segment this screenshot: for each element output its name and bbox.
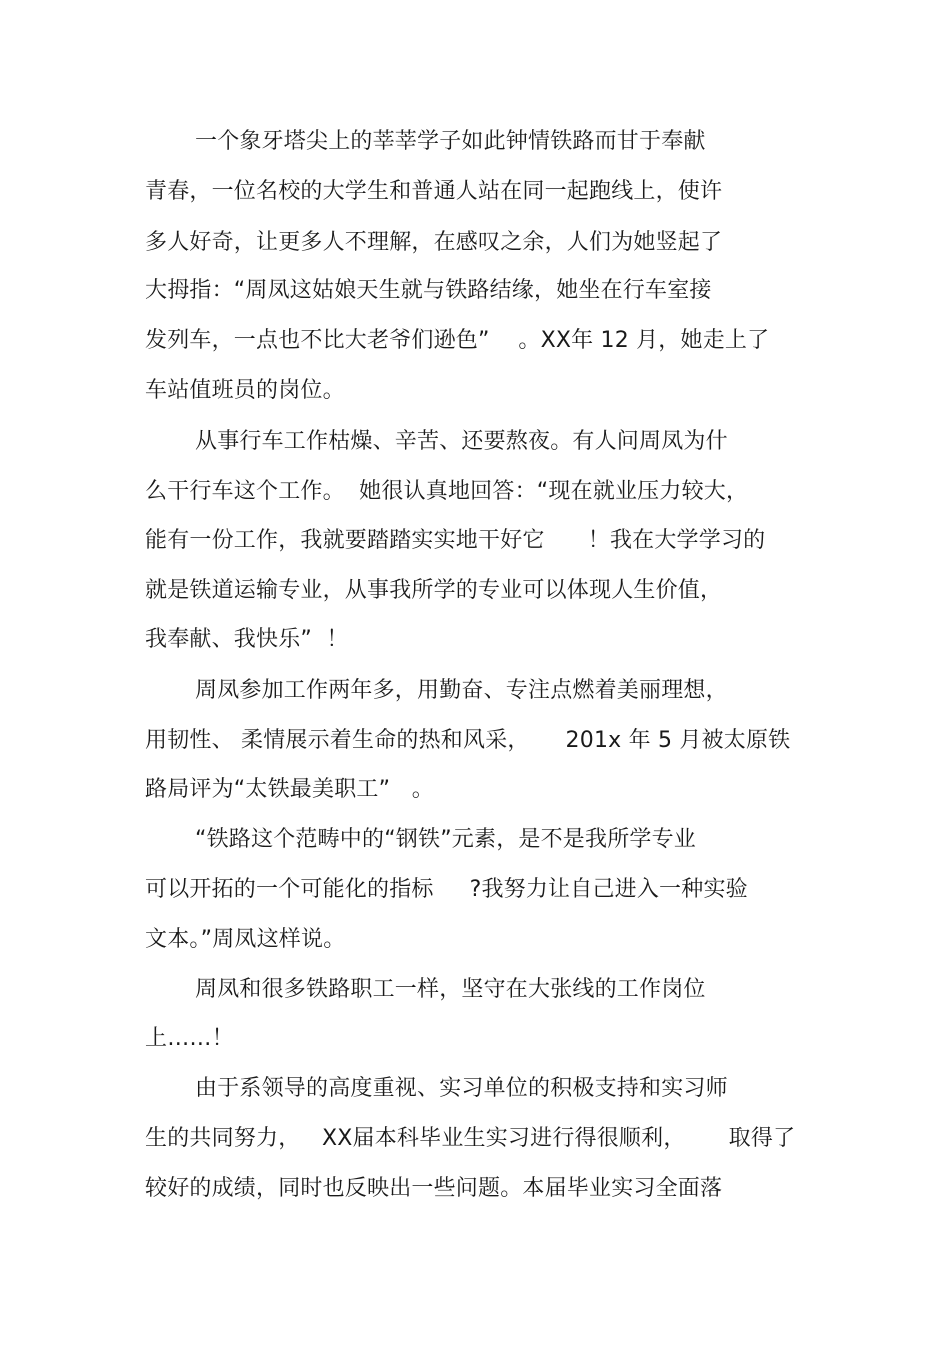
text-line: 从事行车工作枯燥、辛苦、还要熬夜。有人问周凤为什 <box>195 429 728 454</box>
text-line: 文本。”周凤这样说。 <box>145 927 346 952</box>
text-line: 青春，一位名校的大学生和普通人站在同一起跑线上，使许 <box>145 179 723 204</box>
text-line: 用韧性、 柔情展示着生命的热和风采， 201x 年 5 月被太原铁 <box>145 728 791 753</box>
text-line: 上……！ <box>145 1026 234 1051</box>
text-line: 周凤和很多铁路职工一样，坚守在大张线的工作岗位 <box>195 977 706 1002</box>
text-line: 我奉献、我快乐” ！ <box>145 627 349 652</box>
text-line: 可以开拓的一个可能化的指标 ?我努力让自己进入一种实验 <box>145 877 748 902</box>
text-line: 就是铁道运输专业，从事我所学的专业可以体现人生价值， <box>145 578 723 603</box>
text-line: 较好的成绩，同时也反映出一些问题。本届毕业实习全面落 <box>145 1176 723 1201</box>
text-line: 能有一份工作，我就要踏踏实实地干好它 ！我在大学学习的 <box>145 528 766 553</box>
text-line: 多人好奇，让更多人不理解，在感叹之余，人们为她竖起了 <box>145 230 723 255</box>
text-line: 路局评为“太铁最美职工” 。 <box>145 777 434 802</box>
text-line: 由于系领导的高度重视、实习单位的积极支持和实习师 <box>195 1076 728 1101</box>
text-line: “铁路这个范畴中的“钢铁”元素，是不是我所学专业 <box>195 827 696 852</box>
text-line: 一个象牙塔尖上的莘莘学子如此钟情铁路而甘于奉献 <box>195 129 706 154</box>
text-line: 么干行车这个工作。 她很认真地回答：“现在就业压力较大， <box>145 479 749 504</box>
text-line: 生的共同努力， XX届本科毕业生实习进行得很顺利， 取得了 <box>145 1126 796 1151</box>
text-line: 周凤参加工作两年多，用勤奋、专注点燃着美丽理想， <box>195 678 728 703</box>
text-line: 车站值班员的岗位。 <box>145 378 345 403</box>
text-line: 大拇指：“周凤这姑娘天生就与铁路结缘，她坐在行车室接 <box>145 278 712 303</box>
text-line: 发列车，一点也不比大老爷们逊色” 。XX年 12 月，她走上了 <box>145 328 770 353</box>
